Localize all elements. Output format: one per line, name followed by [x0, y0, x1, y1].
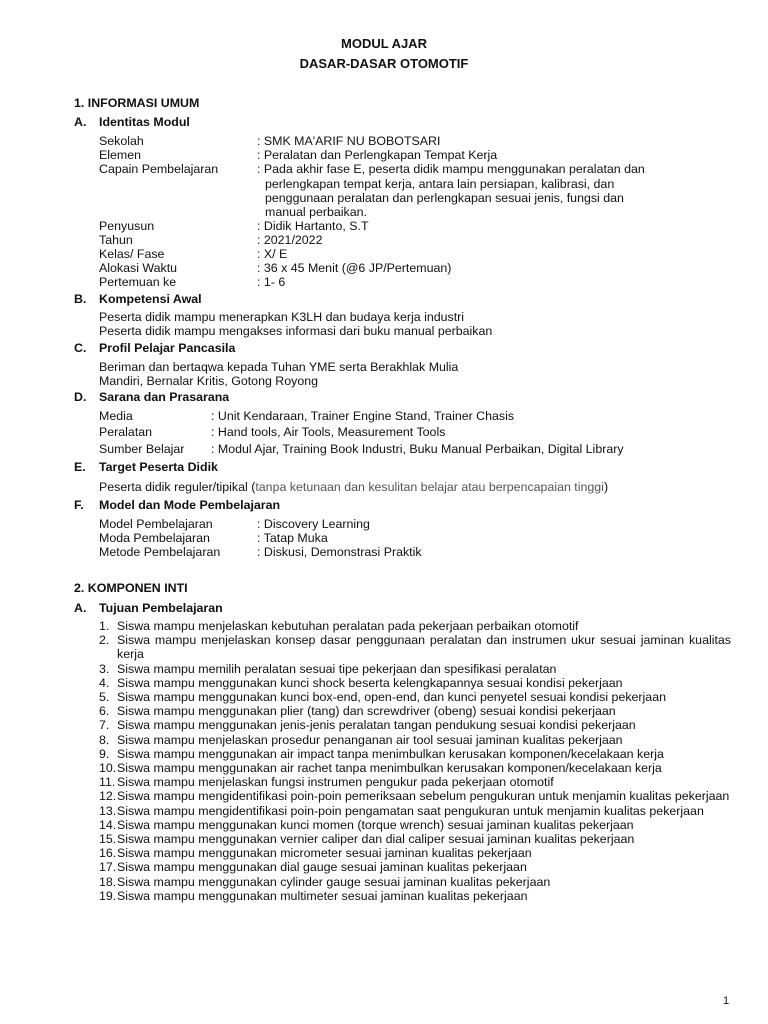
- field-value: : 36 x 45 Menit (@6 JP/Pertemuan): [257, 261, 452, 275]
- tujuan-item: [99, 846, 731, 860]
- tujuan-item: [99, 860, 731, 874]
- item-text: Siswa mampu menggunakan dial gauge sesuai jaminan kualitas pekerjaan: [117, 860, 527, 875]
- subsection-sarana-prasarana: [74, 390, 229, 404]
- field-value: : Hand tools, Air Tools, Measurement Tools: [211, 425, 446, 439]
- subsection-title: Target Peserta Didik: [99, 460, 218, 474]
- item-text: Siswa mampu menggunakan plier (tang) dan screwdriver (obeng) sesuai kondisi pekerjaan: [117, 704, 616, 719]
- item-number: 18.: [99, 874, 117, 889]
- item-number: 5.: [99, 690, 110, 705]
- item-text: Siswa mampu menjelaskan kebutuhan peralatan pada pekerjaan perbaikan otomotif: [117, 619, 579, 633]
- field-label: Pertemuan ke: [99, 275, 177, 289]
- item-number: 2.: [99, 633, 110, 648]
- item-number: 1.: [99, 619, 110, 633]
- field-label: Metode Pembelajaran: [99, 545, 221, 559]
- tujuan-item: [99, 804, 731, 818]
- page-number: 1: [723, 995, 730, 1007]
- profil-line: Mandiri, Bernalar Kritis, Gotong Royong: [99, 374, 319, 388]
- subsection-title: Identitas Modul: [99, 115, 190, 129]
- field-label: Elemen: [99, 148, 142, 162]
- field-label: Media: [99, 409, 133, 423]
- field-label: Sekolah: [99, 134, 144, 148]
- subsection-target-peserta: [74, 460, 218, 474]
- subsection-profil-pelajar: [74, 341, 235, 355]
- item-number: 13.: [99, 803, 117, 818]
- tujuan-item: [99, 789, 731, 803]
- item-text: Siswa mampu menggunakan kunci box-end, open-end, dan kunci penyetel sesuai kondisi pekerjaan: [117, 690, 666, 705]
- item-number: 8.: [99, 732, 110, 747]
- item-text: Siswa mampu menggunakan kunci momen (torque wrench) sesuai jaminan kualitas pekerjaan: [117, 817, 634, 832]
- target-note: tanpa ketunaan dan kesulitan belajar atau berpencapaian tinggi: [255, 480, 604, 494]
- tujuan-item: [99, 818, 731, 832]
- field-label: Tahun: [99, 233, 133, 247]
- target-line: [99, 480, 608, 494]
- tujuan-item: [99, 761, 731, 775]
- item-text: Siswa mampu menjelaskan prosedur penanganan air tool sesuai jaminan kualitas pekerjaan: [117, 732, 623, 747]
- field-label: Capain Pembelajaran: [99, 162, 219, 176]
- subsection-identitas-modul: [74, 115, 190, 129]
- field-label: Alokasi Waktu: [99, 261, 178, 275]
- field-label: Moda Pembelajaran: [99, 531, 210, 545]
- tujuan-item: [99, 690, 731, 704]
- field-value: : SMK MA'ARIF NU BOBOTSARI: [257, 134, 441, 148]
- field-label: Model Pembelajaran: [99, 517, 213, 531]
- capaian-continuation: perlengkapan tempat kerja, antara lain persiapan, kalibrasi, dan: [265, 177, 615, 191]
- subsection-letter: A.: [74, 115, 87, 129]
- item-number: 7.: [99, 718, 110, 733]
- subsection-title: Sarana dan Prasarana: [99, 390, 230, 404]
- subsection-kompetensi-awal: [74, 292, 202, 306]
- item-text: Siswa mampu memilih peralatan sesuai tipe pekerjaan dan spesifikasi peralatan: [117, 661, 557, 676]
- field-value: : 2021/2022: [257, 233, 323, 247]
- item-text: Siswa mampu mengidentifikasi poin-poin pemeriksaan sebelum pengukuran untuk menjamin kualitas pekerjaan: [117, 789, 730, 804]
- tujuan-item: [99, 733, 731, 747]
- section-informasi-umum: 1. INFORMASI UMUM: [74, 96, 200, 110]
- tujuan-item: [99, 875, 731, 889]
- field-value: : 1- 6: [257, 275, 286, 289]
- item-text: Siswa mampu menggunakan air rachet tanpa menimbulkan kerusakan komponen/kecelakaan kerja: [117, 761, 662, 776]
- field-value: : Modul Ajar, Training Book Industri, Buku Manual Perbaikan, Digital Library: [211, 442, 624, 456]
- item-text: Siswa mampu menggunakan micrometer sesuai jaminan kualitas pekerjaan: [117, 846, 532, 861]
- document-subtitle: DASAR-DASAR OTOMOTIF: [299, 56, 469, 71]
- item-number: 12.: [99, 789, 117, 804]
- item-text: Siswa mampu menggunakan jenis-jenis peralatan tangan pendukung sesuai kondisi pekerjaan: [117, 718, 636, 733]
- subsection-title: Model dan Mode Pembelajaran: [99, 498, 281, 512]
- subsection-title: Kompetensi Awal: [99, 292, 202, 306]
- tujuan-list: [99, 619, 731, 903]
- item-number: 15.: [99, 832, 117, 847]
- subsection-tujuan-pembelajaran: [74, 601, 223, 615]
- subsection-title: Profil Pelajar Pancasila: [99, 341, 236, 355]
- section-komponen-inti: 2. KOMPONEN INTI: [74, 581, 188, 595]
- item-text: Siswa mampu menjelaskan fungsi instrumen pengukur pada pekerjaan otomotif: [117, 775, 554, 790]
- profil-line: Beriman dan bertaqwa kepada Tuhan YME serta Berakhlak Mulia: [99, 360, 459, 374]
- item-text: Siswa mampu mengidentifikasi poin-poin pengamatan saat pengukuran untuk menjamin kualitas pekerjaan: [117, 803, 704, 818]
- target-text: Peserta didik reguler/tipikal (: [99, 480, 256, 494]
- field-label: Peralatan: [99, 425, 153, 439]
- subsection-letter: D.: [74, 390, 87, 404]
- item-number: 10.: [99, 761, 117, 776]
- field-value: : Discovery Learning: [257, 517, 370, 531]
- item-number: 19.: [99, 888, 117, 903]
- field-value: : Unit Kendaraan, Trainer Engine Stand, Trainer Chasis: [211, 409, 515, 423]
- item-number: 11.: [99, 775, 116, 790]
- tujuan-item: [99, 619, 731, 633]
- subsection-letter: A.: [74, 601, 87, 615]
- field-value: : Tatap Muka: [257, 531, 328, 545]
- tujuan-item: [99, 676, 731, 690]
- target-text-end: ): [603, 480, 609, 494]
- kompetensi-line: Peserta didik mampu mengakses informasi dari buku manual perbaikan: [99, 324, 493, 338]
- field-value: : Pada akhir fase E, peserta didik mampu menggunakan peralatan dan: [257, 162, 645, 176]
- item-text: Siswa mampu menggunakan vernier caliper dan dial caliper sesuai jaminan kualitas pekerjaan: [117, 832, 635, 847]
- tujuan-item: [99, 704, 731, 718]
- field-value: : Diskusi, Demonstrasi Praktik: [257, 545, 422, 559]
- subsection-letter: F.: [74, 498, 84, 512]
- tujuan-item: [99, 889, 731, 903]
- tujuan-item: [99, 747, 731, 761]
- field-label: Sumber Belajar: [99, 442, 185, 456]
- item-text: Siswa mampu menggunakan kunci shock beserta kelengkapannya sesuai kondisi pekerjaan: [117, 675, 623, 690]
- kompetensi-line: Peserta didik mampu menerapkan K3LH dan budaya kerja industri: [99, 310, 465, 324]
- document-title: MODUL AJAR: [341, 36, 427, 51]
- item-number: 3.: [99, 661, 110, 676]
- field-value: : Didik Hartanto, S.T: [257, 219, 369, 233]
- item-number: 4.: [99, 675, 110, 690]
- item-number: 9.: [99, 746, 110, 761]
- item-text: Siswa mampu menggunakan multimeter sesuai jaminan kualitas pekerjaan: [117, 888, 528, 903]
- tujuan-item: [99, 718, 731, 732]
- item-number: 17.: [99, 860, 117, 875]
- capaian-continuation: penggunaan peralatan dan perlengkapan sesuai jenis, fungsi dan: [265, 191, 624, 205]
- item-number: 14.: [99, 817, 117, 832]
- item-text: Siswa mampu menggunakan air impact tanpa menimbulkan kerusakan komponen/kecelakaan kerja: [117, 746, 664, 761]
- field-value: : X/ E: [257, 247, 288, 261]
- subsection-letter: E.: [74, 460, 86, 474]
- tujuan-item: [99, 832, 731, 846]
- field-value: : Peralatan dan Perlengkapan Tempat Kerja: [257, 148, 498, 162]
- field-label: Penyusun: [99, 219, 155, 233]
- item-text: Siswa mampu menggunakan cylinder gauge sesuai jaminan kualitas pekerjaan: [117, 874, 551, 889]
- tujuan-item: [99, 662, 731, 676]
- subsection-letter: C.: [74, 341, 87, 355]
- subsection-title: Tujuan Pembelajaran: [99, 601, 223, 615]
- tujuan-item: [99, 633, 731, 661]
- item-number: 6.: [99, 704, 110, 719]
- subsection-model-mode: [74, 498, 280, 512]
- item-text: Siswa mampu menjelaskan konsep dasar penggunaan peralatan dan instrumen ukur sesuai jaminan kualitas kerja: [117, 633, 731, 662]
- capaian-continuation: manual perbaikan.: [265, 205, 367, 219]
- subsection-letter: B.: [74, 292, 87, 306]
- item-number: 16.: [99, 846, 117, 861]
- field-label: Kelas/ Fase: [99, 247, 165, 261]
- tujuan-item: [99, 775, 731, 789]
